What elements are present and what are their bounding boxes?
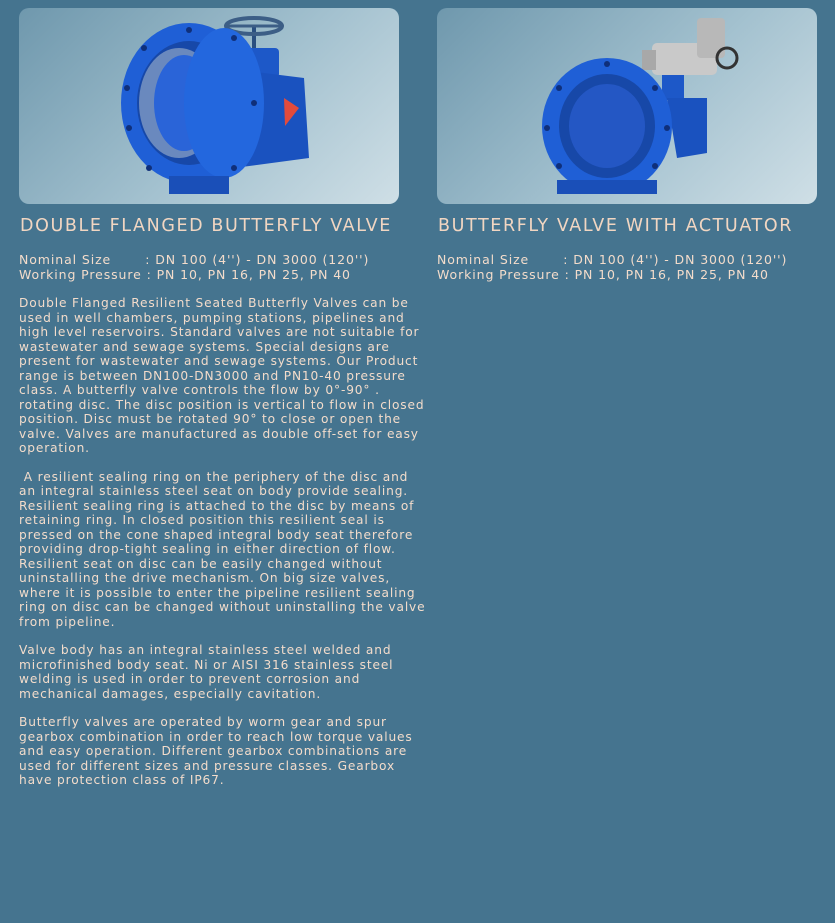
spec-value: : PN 10, PN 16, PN 25, PN 40: [146, 267, 351, 282]
spec-value: : PN 10, PN 16, PN 25, PN 40: [564, 267, 769, 282]
description-paragraph: A resilient sealing ring on the periphery of the disc and an integral stainless steel seat on body provide sealing. Resilient sealing ring is attached to the disc by means of retaining ring. In closed position this resilient seal is pressed on the cone shaped integral body seat therefore providing drop-tight sealing in either direction of flow. Resilient seat on disc can be easily changed without uninstalling the drive mechanism. On big size valves, where it is possible to enter the pipeline resilient sealing ring on disc can be changed without uninstalling the valve from pipeline.: [19, 469, 431, 629]
product-specs: [437, 252, 827, 282]
description-paragraph: Double Flanged Resilient Seated Butterfly Valves can be used in well chambers, pumping stations, pipelines and high level reservoirs. Standard valves are not suitable for wastewater and sewage systems. Special designs are present for wastewater and sewage systems. Our Product range is between DN100-DN3000 and PN10-40 pressure class. A butterfly valve controls the flow by 0°-90° . rotating disc. The disc position is vertical to flow in closed position. Disc must be rotated 90° to close or open the valve. Valves are manufactured as double off-set for easy operation.: [19, 296, 430, 455]
spec-working-pressure: [437, 267, 827, 282]
product-title: BUTTERFLY VALVE WITH ACTUATOR: [438, 216, 793, 236]
spec-working-pressure: [19, 267, 429, 282]
spec-label: Working Pressure: [19, 267, 147, 282]
description-paragraph: Valve body has an integral stainless steel welded and microfinished body seat. Ni or AISI 316 stainless steel welding is used in order to prevent corrosion and mechanical damages, especially cavitation.: [19, 643, 399, 701]
spec-label: Nominal Size: [437, 252, 564, 267]
product-card-double-flanged: [19, 8, 429, 788]
spec-value: : DN 100 (4'') - DN 3000 (120''): [145, 252, 370, 267]
butterfly-valve-image: [19, 8, 399, 204]
spec-label: Working Pressure: [437, 267, 565, 282]
spec-label: Nominal Size: [19, 252, 146, 267]
product-photo[interactable]: [19, 8, 399, 204]
product-photo[interactable]: [437, 8, 817, 204]
spec-nominal-size: [19, 252, 429, 267]
product-card-actuator: [437, 8, 827, 282]
product-specs: [19, 252, 429, 282]
spec-nominal-size: [437, 252, 827, 267]
butterfly-valve-actuator-image: [437, 8, 817, 204]
spec-value: : DN 100 (4'') - DN 3000 (120''): [563, 252, 788, 267]
product-title: DOUBLE FLANGED BUTTERFLY VALVE: [20, 216, 392, 236]
description-paragraph: Butterfly valves are operated by worm gear and spur gearbox combination in order to reach low torque values and easy operation. Different gearbox combinations are used for different sizes and pressure classes. Gearbox have protection class of IP67.: [19, 715, 418, 787]
